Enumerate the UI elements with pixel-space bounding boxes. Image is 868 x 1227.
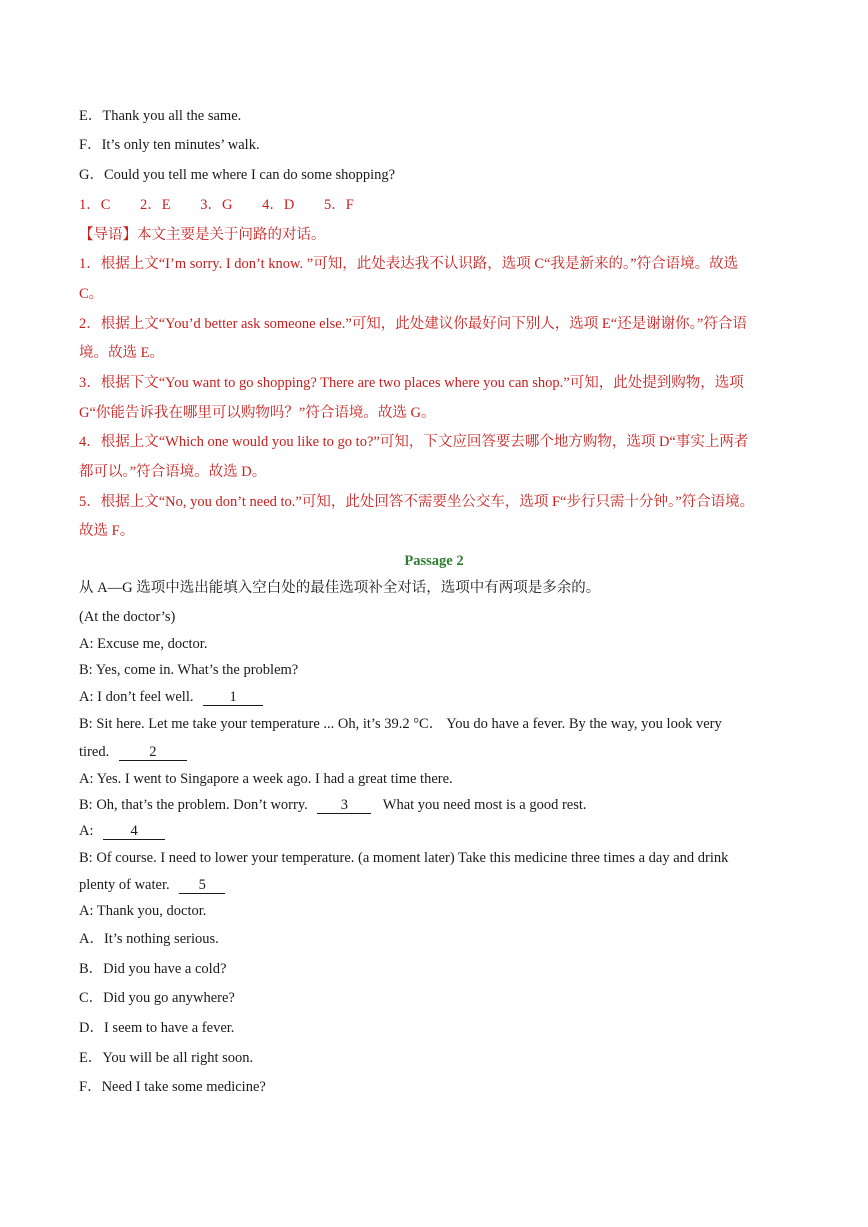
explanation-line: 4．根据上文“Which one would you like to go to?”可知，下文应回答要去哪个地方购物，选项 D“事实上两者 <box>79 434 749 450</box>
option-e: E．You will be all right soon. <box>79 1050 254 1066</box>
option-b: B．Did you have a cold? <box>79 961 227 977</box>
option-a: A．It’s nothing serious. <box>79 931 219 947</box>
explanation-line: 5．根据上文“No, you don’t need to.”可知，此处回答不需要坐公交车，选项 F“步行只需十分钟。”符合语境。 <box>79 494 755 510</box>
option-f: F．Need I take some medicine? <box>79 1079 266 1095</box>
passage-title: Passage 2 <box>404 553 464 569</box>
explanation-line: 3．根据下文“You want to go shopping? There are two places where you can shop.”可知，此处提到购物，选项 <box>79 375 744 391</box>
blank-1: 1 <box>203 689 263 706</box>
option-d: D．I seem to have a fever. <box>79 1020 235 1036</box>
answer-1: 1．C <box>79 197 111 213</box>
dialogue-text: What you need most is a good rest. <box>382 797 587 813</box>
dialogue-line <box>79 821 165 841</box>
dialogue-line <box>79 687 263 707</box>
answer-5: 5．F <box>324 197 354 213</box>
option-f: F．It’s only ten minutes’ walk. <box>79 137 260 153</box>
dialogue-setting: (At the doctor’s) <box>79 609 176 625</box>
dialogue-line: A: Yes. I went to Singapore a week ago. I had a great time there. <box>79 771 453 787</box>
explanation-line: 1．根据上文“I’m sorry. I don’t know. ”可知，此处表达我不认识路，选项 C“我是新来的。”符合语境。故选 <box>79 256 739 272</box>
dialogue-text: tired. <box>79 744 110 760</box>
explanation-line: C。 <box>79 286 104 302</box>
blank-5: 5 <box>179 877 225 894</box>
dialogue-line: B: Sit here. Let me take your temperature ... Oh, it’s 39.2 °C． You do have a fever. By the way, you look very <box>79 716 722 732</box>
answer-key <box>79 195 380 215</box>
answer-2: 2．E <box>140 197 171 213</box>
option-c: C．Did you go anywhere? <box>79 990 235 1006</box>
dialogue-line <box>79 795 587 815</box>
dialogue-line: B: Yes, come in. What’s the problem? <box>79 662 299 678</box>
blank-3: 3 <box>317 797 371 814</box>
explanation-intro: 【导语】本文主要是关于问路的对话。 <box>79 227 326 243</box>
explanation-line: 2．根据上文“You’d better ask someone else.”可知，此处建议你最好问下别人，选项 E“还是谢谢你。”符合语 <box>79 316 747 332</box>
dialogue-text: plenty of water. <box>79 877 170 893</box>
option-g: G．Could you tell me where I can do some shopping? <box>79 167 396 183</box>
explanation-line: G“你能告诉我在哪里可以购物吗？”符合语境。故选 G。 <box>79 405 436 421</box>
option-e: E．Thank you all the same. <box>79 108 242 124</box>
explanation-line: 故选 F。 <box>79 523 135 539</box>
passage-instruction: 从 A—G 选项中选出能填入空白处的最佳选项补全对话，选项中有两项是多余的。 <box>79 580 601 596</box>
dialogue-line: B: Of course. I need to lower your temperature. (a moment later) Take this medicine three times a day and drink <box>79 850 729 866</box>
blank-2: 2 <box>119 744 187 761</box>
dialogue-line: A: Thank you, doctor. <box>79 903 207 919</box>
blank-4: 4 <box>103 823 165 840</box>
answer-3: 3．G <box>200 197 233 213</box>
dialogue-text: A: <box>79 823 94 839</box>
dialogue-line <box>79 742 187 762</box>
dialogue-line <box>79 875 225 895</box>
dialogue-text: B: Oh, that’s the problem. Don’t worry. <box>79 797 308 813</box>
dialogue-line: A: Excuse me, doctor. <box>79 636 208 652</box>
explanation-line: 境。故选 E。 <box>79 345 164 361</box>
explanation-line: 都可以。”符合语境。故选 D。 <box>79 464 267 480</box>
dialogue-text: A: I don’t feel well. <box>79 689 194 705</box>
answer-4: 4．D <box>262 197 295 213</box>
